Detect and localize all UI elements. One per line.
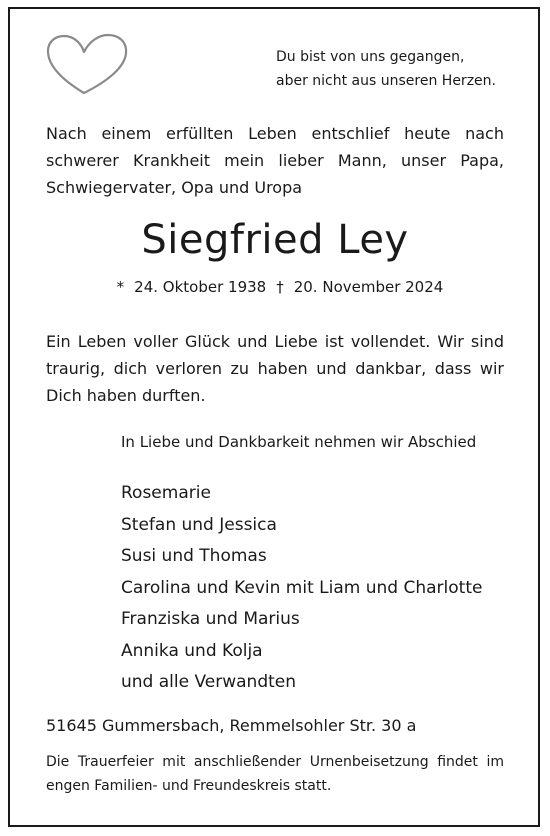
family-member: und alle Verwandten — [121, 672, 297, 692]
family-member: Carolina und Kevin mit Liam und Charlotte — [121, 577, 483, 598]
birth-date: 24. Oktober 1938 — [134, 278, 267, 296]
family-member: Annika und Kolja — [121, 640, 263, 661]
death-symbol-icon: † — [276, 278, 284, 296]
death-date: 20. November 2024 — [293, 278, 444, 296]
birth-symbol: * — [116, 278, 125, 296]
life-dates — [0, 275, 550, 299]
funeral-notice: Die Trauerfeier mit anschließender Urnenbeisetzung findet im engen Familien- und Freundeskreis statt. — [46, 754, 504, 794]
family-list — [121, 478, 541, 699]
quote-text: Ein Leben voller Glück und Liebe ist vollendet. Wir sind traurig, dich verloren zu haben und dankbar, dass wir Dich haben durften. — [46, 332, 504, 405]
family-member: Franziska und Marius — [121, 609, 300, 629]
family-member: Susi und Thomas — [121, 546, 267, 566]
deceased-name: Siegfried Ley — [141, 217, 409, 263]
family-member: Rosemarie — [121, 483, 211, 503]
intro-text: Nach einem erfüllten Leben entschlief heute nach schwerer Krankheit mein lieber Mann, unser Papa, Schwiegervater, Opa und Uropa — [46, 124, 504, 197]
address: 51645 Gummersbach, Remmelsohler Str. 30 a — [46, 716, 417, 735]
motto — [276, 45, 506, 93]
family-member: Stefan und Jessica — [121, 514, 277, 535]
motto-line-1: Du bist von uns gegangen, — [276, 49, 465, 65]
farewell-line: In Liebe und Dankbarkeit nehmen wir Abschied — [121, 433, 477, 451]
motto-line-2: aber nicht aus unseren Herzen. — [276, 73, 496, 89]
heart-icon — [44, 33, 130, 97]
